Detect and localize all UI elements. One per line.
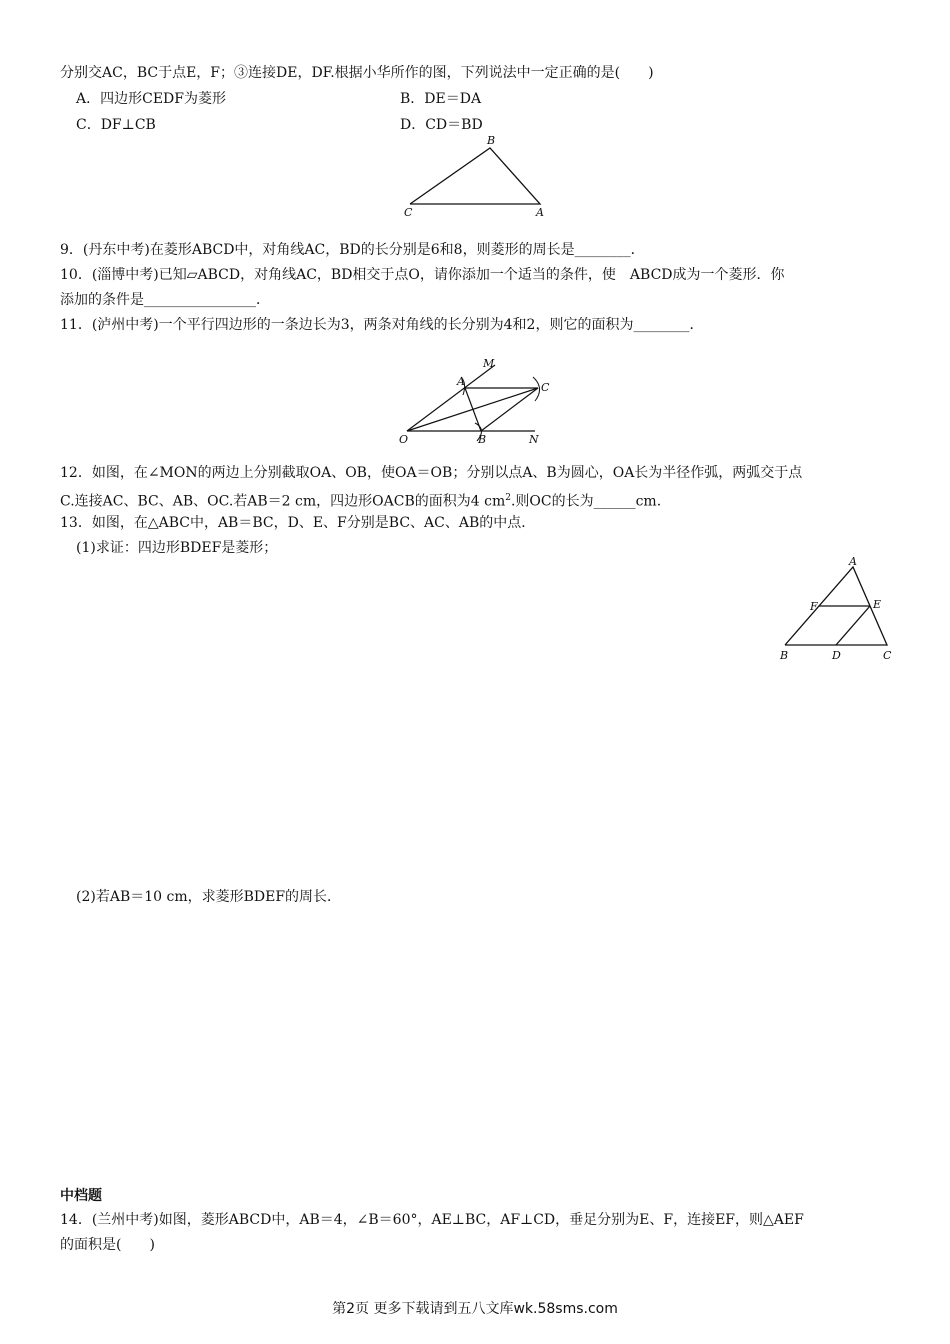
q8-triangle-figure xyxy=(400,132,560,222)
q8-label-b: B xyxy=(487,134,496,147)
q12-superscript: 2 xyxy=(505,493,511,503)
q12-segment-bc xyxy=(481,388,538,431)
q12-label-b: B xyxy=(478,433,487,446)
q13-figure xyxy=(775,553,900,665)
q12-label-o: O xyxy=(399,433,409,446)
q13-label-e: E xyxy=(873,598,882,611)
q10-line2: 添加的条件是________________． xyxy=(60,292,270,308)
q12-figure xyxy=(395,355,570,450)
q12-line2 xyxy=(60,488,661,512)
page-footer: 第2页 更多下载请到五八文库wk.58sms.com xyxy=(332,1301,618,1317)
q8-option-b: B．DE＝DA xyxy=(400,91,482,107)
q13-stem: 13．如图，在△ABC中，AB＝BC，D、E、F分别是BC、AC、AB的中点． xyxy=(60,515,536,531)
q11-text: 11．(泸州中考)一个平行四边形的一条边长为3，两条对角线的长分别为4和2，则它的面积为________． xyxy=(60,317,704,333)
q14-line1: 14．(兰州中考)如图，菱形ABCD中，AB＝4，∠B＝60°，AE⊥BC，AF⊥CD，垂足分别为E、F，连接EF，则△AEF xyxy=(60,1212,804,1228)
q8-option-a: A．四边形CEDF为菱形 xyxy=(76,91,226,107)
q8-label-c: C xyxy=(404,206,413,219)
q12-label-m: M xyxy=(483,357,495,370)
q13-part1: (1)求证：四边形BDEF是菱形； xyxy=(76,540,278,556)
q8-stem-continuation: 分别交AC，BC于点E，F；③连接DE，DF.根据小华所作的图，下列说法中一定正确的是( ) xyxy=(60,65,654,81)
q12-label-c: C xyxy=(541,381,550,394)
q12-segment-oc xyxy=(407,388,538,431)
q8-triangle-outline xyxy=(410,148,540,204)
q13-label-c: C xyxy=(883,649,892,662)
q13-label-f: F xyxy=(810,600,818,613)
q13-label-a: A xyxy=(849,555,857,568)
q13-label-d: D xyxy=(832,649,841,662)
q12-line2-post: .则OC的长为______cm. xyxy=(510,493,662,510)
q12-label-a: A xyxy=(457,375,465,388)
section-heading-mid: 中档题 xyxy=(60,1188,102,1204)
q8-option-c: C．DF⊥CB xyxy=(76,117,156,133)
q10-line1: 10．(淄博中考)已知▱ABCD，对角线AC，BD相交于点O，请你添加一个适当的条件，使 ABCD成为一个菱形．你 xyxy=(60,267,785,283)
q13-part2: (2)若AB＝10 cm，求菱形BDEF的周长． xyxy=(76,889,342,905)
q12-line1: 12．如图，在∠MON的两边上分别截取OA、OB，使OA＝OB；分别以点A、B为圆心，OA长为半径作弧，两弧交于点 xyxy=(60,465,803,481)
q8-label-a: A xyxy=(536,206,544,219)
q14-line2: 的面积是( ) xyxy=(60,1237,155,1253)
q13-label-b: B xyxy=(780,649,789,662)
q9-text: 9．(丹东中考)在菱形ABCD中，对角线AC，BD的长分别是6和8，则菱形的周长是________． xyxy=(60,242,645,258)
q13-segment-ed xyxy=(836,606,870,645)
q12-ray-om xyxy=(407,365,495,431)
q8-option-d: D．CD＝BD xyxy=(400,117,483,133)
q12-label-n: N xyxy=(529,433,539,446)
q12-line2-pre: C.连接AC、BC、AB、OC.若AB＝2 cm，四边形OACB的面积为4 cm xyxy=(60,493,506,510)
